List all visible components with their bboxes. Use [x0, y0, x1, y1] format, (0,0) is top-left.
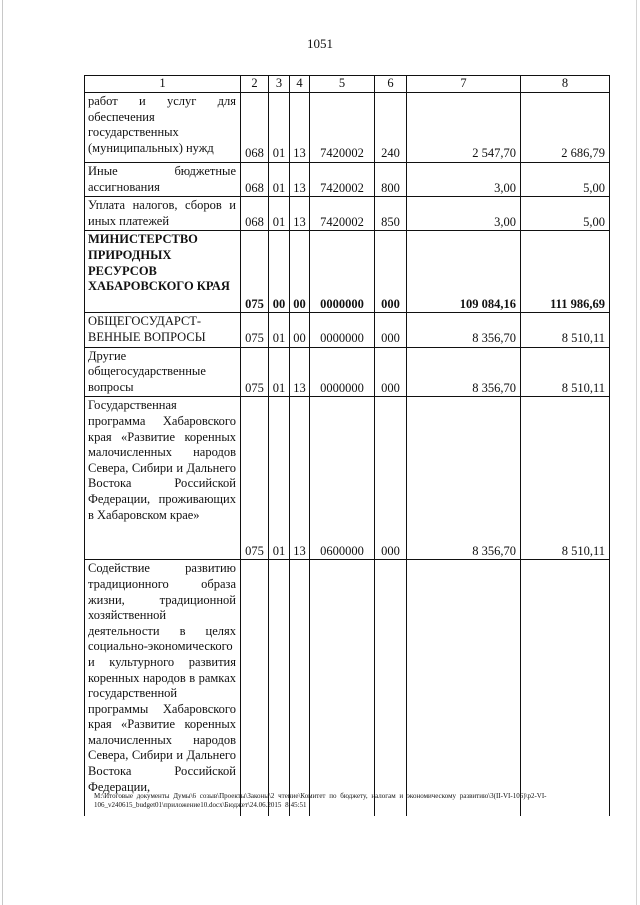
cell-col-2: 068 — [241, 163, 269, 197]
cell-col-5: 0600000 — [310, 397, 375, 560]
row-description: ОБЩЕГОСУДАРСТ-ВЕННЫЕ ВОПРОСЫ — [85, 313, 241, 347]
cell-col-4: 13 — [290, 347, 310, 397]
cell-col-5: 7420002 — [310, 93, 375, 163]
header-row — [85, 76, 610, 93]
cell-col-8: 5,00 — [521, 197, 610, 231]
table-row — [85, 560, 610, 816]
table-row — [85, 231, 610, 313]
cell-col-5: 0000000 — [310, 347, 375, 397]
cell-col-4: 00 — [290, 313, 310, 347]
cell-col-8: 8 510,11 — [521, 313, 610, 347]
table-row — [85, 197, 610, 231]
cell-col-8: 111 986,69 — [521, 231, 610, 313]
cell-col-4: 13 — [290, 163, 310, 197]
cell-col-7: 8 356,70 — [407, 397, 521, 560]
cell-col-7 — [407, 560, 521, 816]
row-description: Государственная программа Хабаровского края «Развитие коренных малочисленных народов Севера, Сибири и Дальнего Востока Российской Федерации, проживающих в Хабаровском крае» — [85, 397, 241, 560]
cell-col-6: 850 — [375, 197, 407, 231]
header-cell: 1 — [85, 76, 241, 93]
cell-col-6: 000 — [375, 347, 407, 397]
cell-col-2: 075 — [241, 397, 269, 560]
cell-col-7: 2 547,70 — [407, 93, 521, 163]
table-row — [85, 347, 610, 397]
cell-col-2: 068 — [241, 93, 269, 163]
cell-col-3: 01 — [269, 313, 290, 347]
cell-col-5: 0000000 — [310, 313, 375, 347]
cell-col-3: 01 — [269, 163, 290, 197]
cell-col-2: 075 — [241, 231, 269, 313]
cell-col-2: 075 — [241, 313, 269, 347]
cell-col-8 — [521, 560, 610, 816]
budget-table — [84, 75, 610, 816]
cell-col-6 — [375, 560, 407, 816]
file-path-footer: M:\Итоговые документы Думы\6 созыв\Проекты\Законы\2 чтение\Комитет по бюджету, налогам и экономическому развитию\3(II-VI-106)\p2-VI-106_v240615_budget01\приложение10.docx\Бюджет\24.06.2015 8:45:51 — [94, 792, 547, 809]
cell-col-7: 109 084,16 — [407, 231, 521, 313]
cell-col-5: 0000000 — [310, 231, 375, 313]
cell-col-3: 01 — [269, 93, 290, 163]
cell-col-4: 00 — [290, 231, 310, 313]
cell-col-7: 3,00 — [407, 163, 521, 197]
cell-col-5: 7420002 — [310, 163, 375, 197]
row-description: Содействие развитию традиционного образа жизни, традиционной хозяйственной деятельности в целях социально-экономического и культурного развития коренных народов в рамках государственной программы Хабаровского края «Развитие коренных малочисленных народов Севера, Сибири и Дальнего Востока Российской Федерации, — [85, 560, 241, 816]
header-cell: 4 — [290, 76, 310, 93]
row-description: Уплата налогов, сборов и иных платежей — [85, 197, 241, 231]
header-cell: 2 — [241, 76, 269, 93]
cell-col-2: 068 — [241, 197, 269, 231]
table-row — [85, 313, 610, 347]
table-row — [85, 163, 610, 197]
cell-col-8: 2 686,79 — [521, 93, 610, 163]
cell-col-3: 01 — [269, 397, 290, 560]
cell-col-4: 13 — [290, 93, 310, 163]
row-description: Другие общегосударственные вопросы — [85, 347, 241, 397]
cell-col-6: 800 — [375, 163, 407, 197]
cell-col-7: 3,00 — [407, 197, 521, 231]
table-body — [85, 93, 610, 816]
table-row — [85, 397, 610, 560]
cell-col-6: 000 — [375, 313, 407, 347]
row-description: работ и услуг для обеспечения государственных (муниципальных) нужд — [85, 93, 241, 163]
cell-col-7: 8 356,70 — [407, 313, 521, 347]
scan-edge-left — [2, 0, 3, 905]
cell-col-8: 8 510,11 — [521, 397, 610, 560]
cell-col-8: 5,00 — [521, 163, 610, 197]
cell-col-3 — [269, 560, 290, 816]
header-cell: 3 — [269, 76, 290, 93]
header-cell: 6 — [375, 76, 407, 93]
cell-col-3: 00 — [269, 231, 290, 313]
cell-col-2: 075 — [241, 347, 269, 397]
cell-col-3: 01 — [269, 347, 290, 397]
table-row — [85, 93, 610, 163]
cell-col-5 — [310, 560, 375, 816]
header-cell: 7 — [407, 76, 521, 93]
cell-col-4 — [290, 560, 310, 816]
row-description: МИНИСТЕРСТВО ПРИРОДНЫХ РЕСУРСОВ ХАБАРОВСКОГО КРАЯ — [85, 231, 241, 313]
cell-col-7: 8 356,70 — [407, 347, 521, 397]
header-cell: 5 — [310, 76, 375, 93]
cell-col-2 — [241, 560, 269, 816]
cell-col-6: 240 — [375, 93, 407, 163]
cell-col-3: 01 — [269, 197, 290, 231]
cell-col-6: 000 — [375, 397, 407, 560]
row-description: Иные бюджетные ассигнования — [85, 163, 241, 197]
cell-col-6: 000 — [375, 231, 407, 313]
cell-col-4: 13 — [290, 397, 310, 560]
page-number: 1051 — [307, 36, 333, 51]
cell-col-8: 8 510,11 — [521, 347, 610, 397]
cell-col-5: 7420002 — [310, 197, 375, 231]
header-cell: 8 — [521, 76, 610, 93]
scan-edge-right — [636, 0, 637, 905]
cell-col-4: 13 — [290, 197, 310, 231]
